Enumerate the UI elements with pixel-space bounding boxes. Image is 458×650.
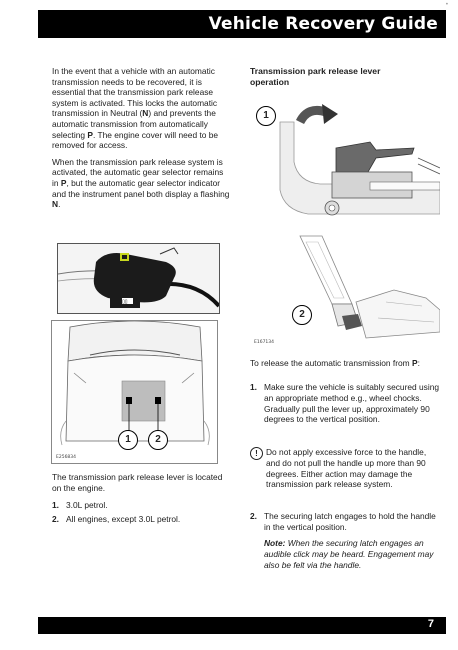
- release-step-1: 1. Make sure the vehicle is suitably secured using an appropriate method e.g., wheel chocks. Gradually pull the lever up, approximately 90 degrees to the vertical position.: [250, 382, 440, 425]
- header-bar: [38, 10, 446, 38]
- footer-bar: [38, 617, 446, 634]
- warning-text: Do not apply excessive force to the handle, and do not pull the handle up more than 90 degrees. Either action may damage the transmission park release system.: [266, 447, 427, 490]
- gear-selector-figure: [57, 243, 220, 314]
- release-note: [264, 538, 440, 570]
- engine-figure-ref: E256834: [56, 455, 77, 460]
- note-label: Note:: [264, 538, 286, 548]
- corner-mark: •: [445, 2, 448, 8]
- lever-figure-detail: [286, 232, 440, 340]
- left-column-text: [52, 66, 232, 216]
- gear-selector-illustration: [58, 244, 219, 313]
- lever-figure-ref: E167134: [254, 340, 275, 345]
- lever-callout-2: 2: [292, 305, 312, 325]
- engine-list-item: 1. 3.0L petrol.: [52, 500, 108, 510]
- warning-block: [250, 447, 440, 490]
- intro-paragraph: In the event that a vehicle with an automatic transmission needs to be recovered, it is essential that the transmission park release system is activated. This locks the automatic transmission in Neutral (N) and prevents the automatic transmission from automatically selecting P. The engine cover will need to be removed for access.: [52, 66, 219, 151]
- indicator-paragraph: When the transmission park release system is activated, the automatic gear selector remains in P, but the automatic gear selector indicator and the instrument panel both display a flashing N.: [52, 156, 230, 210]
- release-step-2: 2. The securing latch engages to hold the handle in the vertical position.: [250, 511, 436, 532]
- engine-callout-1: 1: [118, 430, 138, 450]
- lever-figure-top: [250, 98, 440, 226]
- note-text: When the securing latch engages an audible click may be heard. Engagement may also be felt via the handle.: [264, 538, 434, 570]
- lever-illustration-top: [250, 98, 440, 226]
- svg-text:▯▯: ▯▯: [122, 299, 128, 305]
- release-intro: To release the automatic transmission from P:: [250, 358, 420, 368]
- engine-list-item: 2. All engines, except 3.0L petrol.: [52, 514, 181, 524]
- lever-callout-1: 1: [256, 106, 276, 126]
- engine-callout-2: 2: [148, 430, 168, 450]
- lever-illustration-detail: [286, 232, 440, 340]
- lever-operation-heading: Transmission park release lever operation: [250, 66, 381, 87]
- page-number: 7: [427, 618, 434, 630]
- warning-icon: !: [250, 447, 263, 460]
- page-title: Vehicle Recovery Guide: [208, 14, 438, 34]
- engine-caption: The transmission park release lever is located on the engine.: [52, 472, 223, 493]
